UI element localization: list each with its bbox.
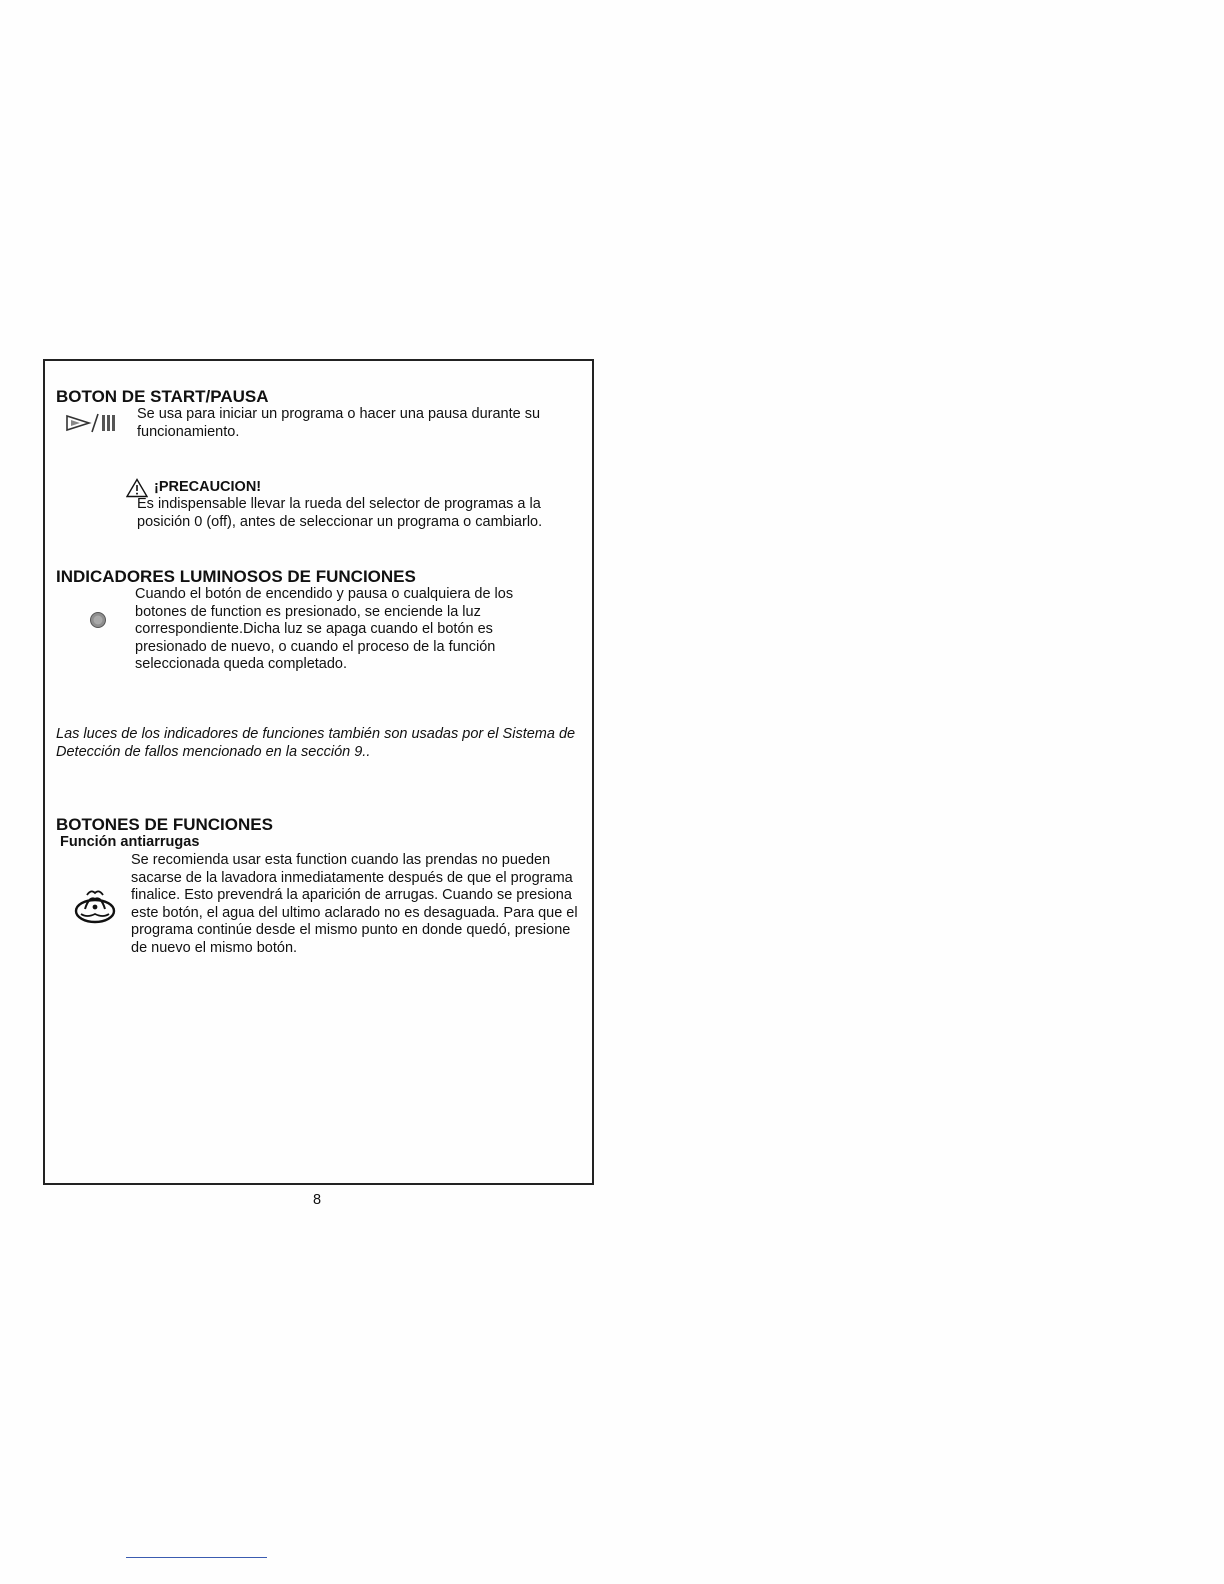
indicadores-description: Cuando el botón de encendido y pausa o cualquiera de los botones de function es presionado, se enciende la luz correspondiente.Dicha luz se apaga cuando el botón es presionado de nuevo, o cuando el proceso de la función seleccionada queda completado. bbox=[135, 586, 514, 673]
page-number: 8 bbox=[312, 1192, 322, 1208]
botones-heading: BOTONES DE FUNCIONES bbox=[56, 815, 273, 834]
play-pause-icon bbox=[65, 411, 121, 435]
indicadores-heading: INDICADORES LUMINOSOS DE FUNCIONES bbox=[56, 567, 416, 586]
precaucion-text: Es indispensable llevar la rueda del selector de programas a la posición 0 (off), antes de seleccionar un programa o cambiarlo. bbox=[137, 496, 543, 530]
indicadores-note: Las luces de los indicadores de funciones también son usadas por el Sistema de Detección de fallos mencionado en la sección 9.. bbox=[56, 726, 576, 760]
indicator-light-icon bbox=[89, 611, 107, 629]
start-pausa-description: Se usa para iniciar un programa o hacer una pausa durante su funcionamiento. bbox=[137, 406, 541, 440]
content-frame bbox=[43, 359, 594, 1185]
precaucion-heading: ¡PRECAUCION! bbox=[154, 479, 262, 495]
start-pausa-heading: BOTON DE START/PAUSA bbox=[56, 387, 269, 406]
antiarrugas-subtitle: Función antiarrugas bbox=[60, 834, 200, 850]
footer-divider bbox=[126, 1557, 267, 1558]
anti-wrinkle-icon bbox=[73, 887, 117, 925]
antiarrugas-description: Se recomienda usar esta function cuando las prendas no pueden sacarse de la lavadora inmediatamente después de que el programa finalice. Esto prevendrá la aparición de arrugas. Cuando se presiona este botón, el agua del ultimo aclarado no es desaguada. Para que el programa continúe desde el mismo punto en donde quedó, presione de nuevo el mismo botón. bbox=[131, 852, 578, 956]
warning-triangle-icon bbox=[126, 478, 148, 498]
